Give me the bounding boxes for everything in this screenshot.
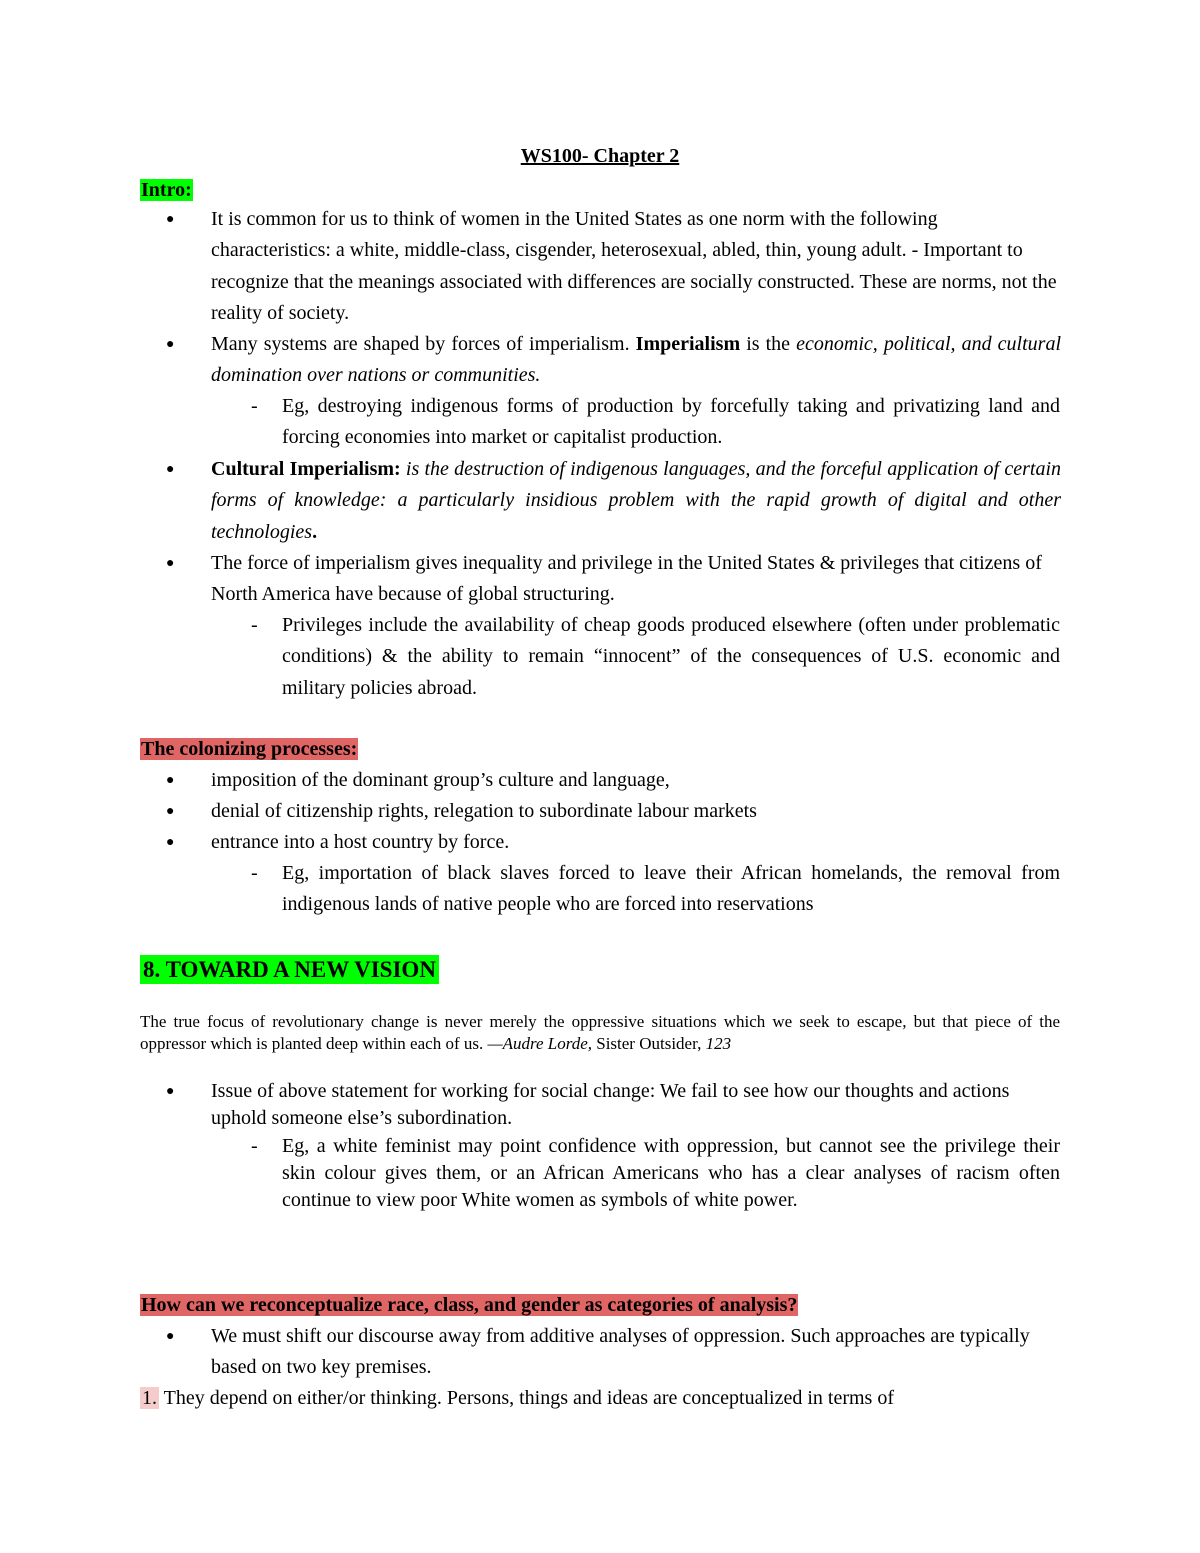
intro-heading-text: Intro: — [141, 179, 192, 201]
colonizing-item-1: imposition of the dominant group’s culture and language, — [211, 769, 670, 791]
intro-bullet-4-sub: Privileges include the availability of cheap goods produced elsewhere (often under problematic conditions) & the ability to remain “innocent” of the consequences of U.S. economic and military policies abroad. — [282, 614, 1060, 699]
colonizing-heading — [140, 734, 358, 764]
reconceptualize-heading-text: How can we reconceptualize race, class, and gender as categories of analysis? — [141, 1294, 798, 1316]
reconceptualize-heading — [140, 1290, 798, 1320]
colonizing-item-2: denial of citizenship rights, relegation to subordinate labour markets — [211, 800, 757, 822]
intro-bullet-1: It is common for us to think of women in the United States as one norm with the following characteristics: a white, middle-class, cisgender, heterosexual, abled, thin, young adult. - Important to recognize that the meanings associated with differences are socially constructed. These are norms, not the reality of society. — [211, 208, 1057, 324]
intro-bullet-3: Cultural Imperialism: is the destruction of indigenous languages, and the forceful application of certain forms of knowledge: a particularly insidious problem with the rapid growth of digital and other technologies. — [211, 458, 1061, 543]
colonizing-item-3: entrance into a host country by force. — [211, 831, 510, 853]
dash-icon: - — [251, 1135, 258, 1157]
bullet-icon: ● — [166, 462, 175, 477]
intro-heading — [140, 175, 193, 205]
vision-heading — [140, 953, 439, 987]
dash-icon: - — [251, 862, 258, 884]
bullet-icon: ● — [166, 773, 175, 788]
numbered-item-1 — [140, 1383, 894, 1413]
reconceptualize-bullet-1: We must shift our discourse away from additive analyses of oppression. Such approaches are typically based on two key premises. — [211, 1325, 1030, 1379]
vision-bullet-1-sub: Eg, a white feminist may point confidence with oppression, but cannot see the privilege their skin colour gives them, or an African Americans who has a clear analyses of racism often continue to view poor White women as symbols of white power. — [282, 1135, 1060, 1211]
bullet-icon: ● — [166, 212, 175, 227]
intro-bullet-2-sub: Eg, destroying indigenous forms of production by forcefully taking and privatizing land and forcing economies into market or capitalist production. — [282, 395, 1060, 449]
vision-bullet-1: Issue of above statement for working for social change: We fail to see how our thoughts and actions uphold someone else’s subordination. — [211, 1080, 1010, 1129]
bullet-icon: ● — [166, 337, 175, 352]
bullet-icon: ● — [166, 1084, 175, 1099]
intro-bullet-2: Many systems are shaped by forces of imperialism. Imperialism is the economic, political, and cultural domination over nations or communities. — [211, 333, 1062, 387]
numbered-item-text: They depend on either/or thinking. Persons, things and ideas are conceptualized in terms of — [159, 1387, 894, 1409]
vision-heading-text: 8. TOWARD A NEW VISION — [140, 955, 439, 984]
bullet-icon: ● — [166, 556, 175, 571]
page-title: WS100- Chapter 2 — [520, 145, 680, 167]
dash-icon: - — [251, 614, 258, 636]
bullet-icon: ● — [166, 804, 175, 819]
bullet-icon: ● — [166, 835, 175, 850]
number-marker: 1. — [142, 1387, 157, 1409]
colonizing-sub: Eg, importation of black slaves forced to leave their African homelands, the removal from indigenous lands of native people who are forced into reservations — [282, 862, 1060, 916]
dash-icon: - — [251, 395, 258, 417]
bullet-icon: ● — [166, 1329, 175, 1344]
intro-bullet-4: The force of imperialism gives inequality and privilege in the United States & privileges that citizens of North America have because of global structuring. — [211, 552, 1042, 606]
colonizing-heading-text: The colonizing processes: — [141, 738, 358, 760]
quote-block: The true focus of revolutionary change is never merely the oppressive situations which we seek to escape, but that piece of the oppressor which is planted deep within each of us. —Audre Lorde, Sister Outsider, 123 — [140, 1012, 1060, 1053]
